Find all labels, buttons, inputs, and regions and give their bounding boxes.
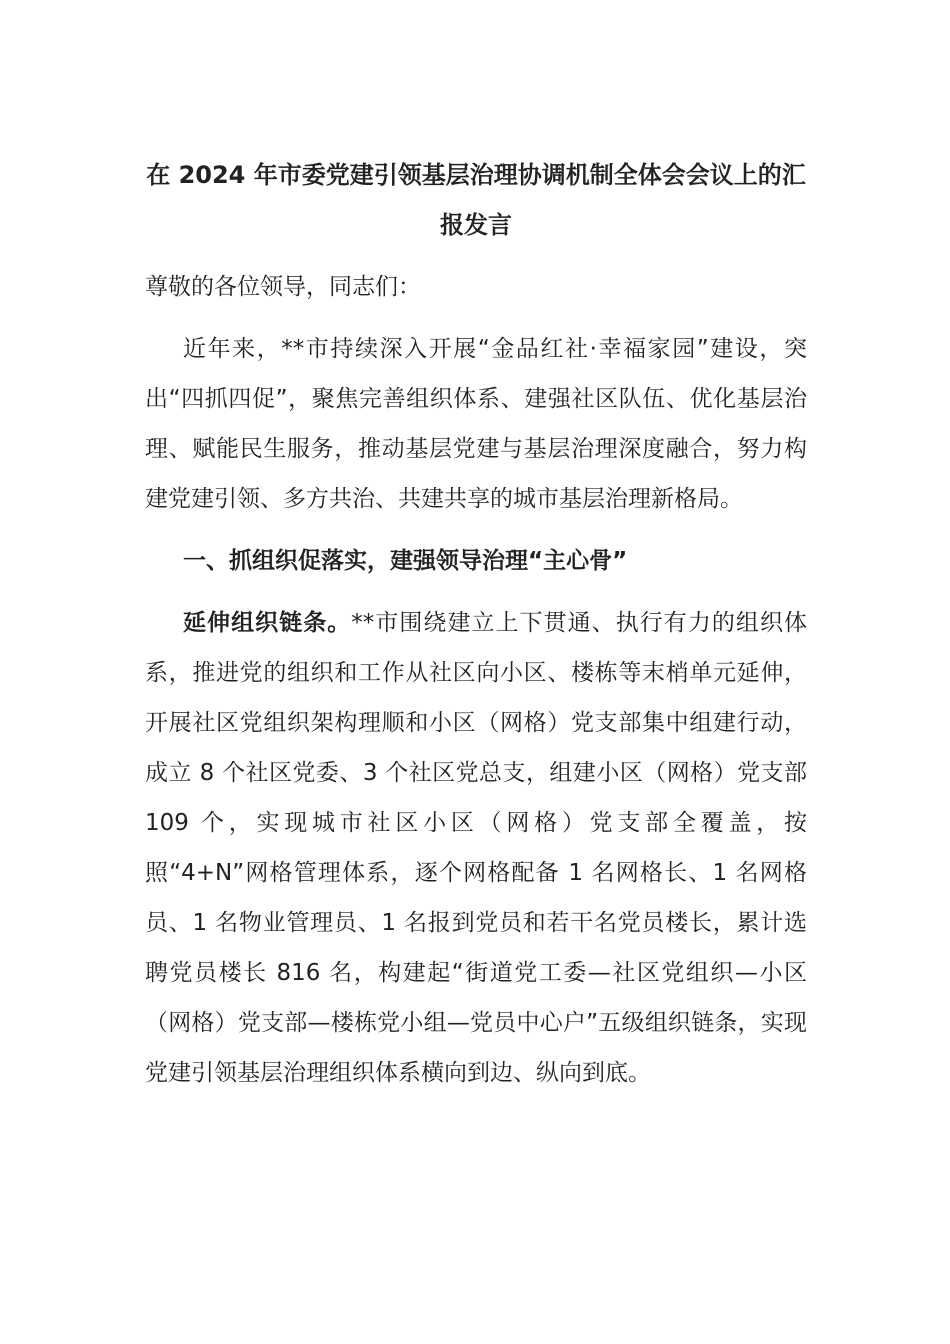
salutation: 尊敬的各位领导，同志们：	[145, 274, 421, 300]
intro-paragraph: 近年来，**市持续深入开展“金品红社·幸福家园”建设，突出“四抓四促”，聚焦完善组织体系、建强社区队伍、优化基层治理、赋能民生服务，推动基层党建与基层治理深度融合，努力构建党建引领、多方共治、共建共享的城市基层治理新格局。	[145, 336, 807, 512]
paragraph-lead: 延伸组织链条。	[183, 610, 352, 636]
paragraph-body: **市围绕建立上下贯通、执行有力的组织体系，推进党的组织和工作从社区向小区、楼栋等末梢单元延伸，开展社区党组织架构理顺和小区（网格）党支部集中组建行动，成立 8 个社区党委、3 个社区党总支，组建小区（网格）党支部 109 个，实现城市社区小区（网格）党支部全覆盖，按照“4+N”网格管理体系，逐个网格配备 1 名网格长、1 名网格员、1 名物业管理员、1 名报到党员和若干名党员楼长，累计选聘党员楼长 816 名，构建起“街道党工委—社区党组织—小区（网格）党支部—楼栋党小组—党员中心户”五级组织链条，实现党建引领基层治理组织体系横向到边、纵向到底。	[145, 610, 808, 1086]
section-paragraph	[145, 598, 807, 1098]
document-body	[145, 150, 807, 1098]
section-heading: 一、抓组织促落实，建强领导治理“主心骨”	[183, 548, 628, 574]
document-title: 在 2024 年市委党建引领基层治理协调机制全体会会议上的汇报发言	[146, 161, 806, 239]
